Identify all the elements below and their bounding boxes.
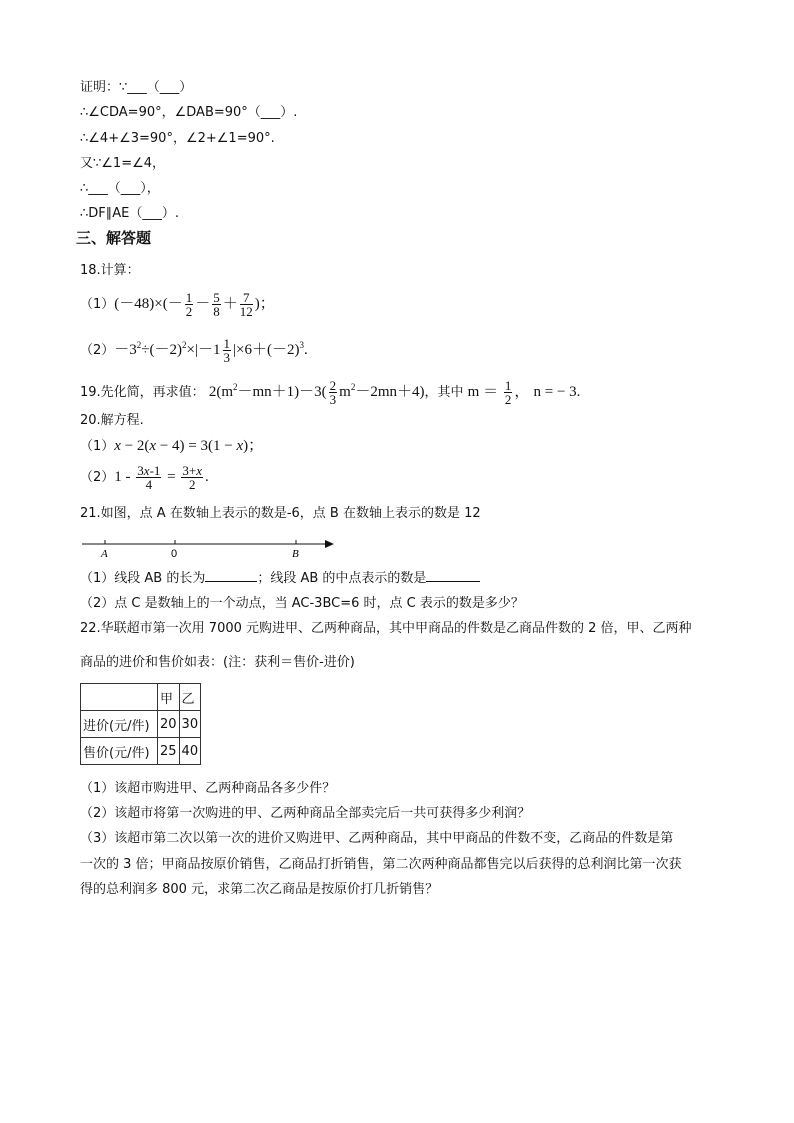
proof-line-5: ∴___（___）， [80, 181, 160, 196]
q20-part2-equation: 1 - $\frac{3x-1}{4}$ = $\frac{3+x}{2}$ . [114, 463, 209, 493]
q19-n-value: n = − 3. [533, 384, 581, 400]
q22-stem-2: 商品的进价和售价如表：(注：获利＝售价-进价) [80, 655, 355, 670]
q21-part1 [80, 570, 480, 588]
number-line [80, 535, 340, 559]
table-cell: 进价(元/件) [81, 711, 158, 738]
table-cell [81, 684, 158, 711]
q21-part1-a: （1）线段 AB 的长为 [80, 571, 206, 586]
proof-line-2: ∴∠CDA=90°，∠DAB=90°（___）. [80, 105, 298, 120]
proof-line-6: ∴DF∥AE（___）. [80, 206, 179, 221]
table-header: 乙 [179, 684, 201, 711]
q22-part3-line2: 一次的 3 倍；甲商品按原价销售，乙商品打折销售，第二次两种商品都售完以后获得的总利润比第一次获 [80, 857, 682, 872]
answer-blank-1[interactable] [205, 581, 257, 582]
q22-part2: （2）该超市将第一次购进的甲、乙两种商品全部卖完后一共可获得多少利润？ [80, 806, 531, 821]
q22-stem-1: 22.华联超市第一次用 7000 元购进甲、乙两种商品，其中甲商品的件数是乙商品件数的 2 倍，甲、乙两种 [80, 621, 692, 636]
q18-part1 [80, 289, 275, 320]
table-cell: 30 [179, 711, 201, 738]
table-cell: 40 [179, 738, 201, 765]
q22-part3-line3: 得的总利润多 800 元，求第二次乙商品是按原价打几折销售？ [80, 882, 439, 897]
answer-blank-2[interactable] [426, 581, 480, 582]
table-header: 甲 [158, 684, 180, 711]
q18-part1-expression: (－48)×(－ $\frac{1}{2}$ － $\frac{5}{8}$ ＋ $\frac{7}{12}$ )； [114, 290, 275, 320]
q19-expression: $2(m^2-mn+1)-3$( $\frac{2}{3}$ $m^2-2mn+4$) [208, 378, 425, 408]
proof-line-4: 又∵∠1=∠4， [80, 156, 166, 171]
proof-line-3: ∴∠4+∠3=90°，∠2+∠1=90°. [80, 131, 275, 146]
q22-part1: （1）该超市购进甲、乙两种商品各多少件？ [80, 781, 336, 796]
label-zero: 0 [171, 548, 178, 559]
q18-title: 18.计算： [80, 263, 140, 278]
table-row [81, 738, 201, 765]
section-heading: 三、解答题 [76, 229, 152, 247]
q22-part3-line1: （3）该超市第二次以第一次的进价又购进甲、乙两种商品，其中甲商品的件数不变，乙商品的件数是第 [80, 831, 674, 846]
q20-part2-label: （2） [80, 470, 115, 485]
q20-part1 [80, 437, 263, 456]
q18-part2 [80, 331, 308, 365]
q20-part2 [80, 462, 209, 493]
q20-part1-label: （1） [80, 439, 115, 454]
q18-part1-label: （1） [80, 297, 115, 312]
q19-line [80, 373, 580, 407]
table-cell: 20 [158, 711, 180, 738]
q21-part2: （2）点 C 是数轴上的一个动点，当 AC-3BC=6 时，点 C 表示的数是多少？ [80, 596, 524, 611]
q20-title: 20.解方程. [80, 413, 144, 428]
table-row [81, 711, 201, 738]
q21-stem: 21.如图，点 A 在数轴上表示的数是-6，点 B 在数轴上表示的数是 12 [80, 506, 481, 521]
table-row [81, 684, 201, 711]
q18-part2-expression: $-3^2\div(-2)^2\times|-1$ $\frac{1}{3}$ $|\times 6+(-2)^3$. [114, 336, 308, 366]
number-line-arrow [325, 540, 334, 548]
table-cell: 售价(元/件) [81, 738, 158, 765]
q18-part2-label: （2） [80, 343, 115, 358]
q19-m-value: m ＝ $\frac{1}{2}$ ， [467, 378, 530, 408]
table-cell: 25 [158, 738, 180, 765]
q20-part1-equation-rest: − 2(x − 4) = 3(1 − x)； [120, 438, 264, 454]
q19-prefix: 19.先化简，再求值： [80, 385, 205, 400]
price-table [80, 683, 201, 765]
q21-part1-b: ；线段 AB 的中点表示的数是 [257, 571, 427, 586]
label-a: A [101, 548, 108, 559]
proof-line-1: 证明：∵___（___） [80, 80, 193, 95]
label-b: B [292, 548, 299, 559]
q20-part1-equation: x [114, 438, 121, 454]
q19-mid: ，其中 [424, 385, 464, 400]
